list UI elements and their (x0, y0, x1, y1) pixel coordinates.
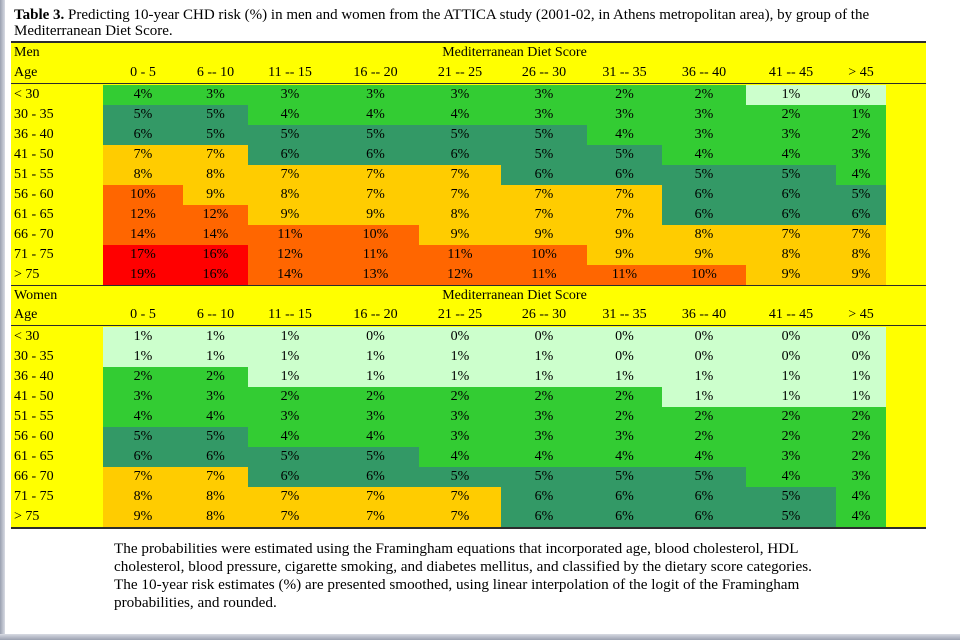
risk-cell: 2% (419, 387, 501, 407)
risk-cell: 2% (248, 387, 332, 407)
score-group-header: > 45 (848, 65, 874, 80)
risk-cell: 1% (103, 327, 183, 347)
risk-cell: 8% (836, 245, 886, 265)
risk-cell: 5% (419, 467, 501, 487)
risk-cell: 12% (183, 205, 248, 225)
risk-cell: 9% (746, 265, 836, 285)
risk-cell: 0% (836, 347, 886, 367)
risk-cell: 7% (419, 507, 501, 527)
score-group-header: 11 -- 15 (268, 307, 312, 322)
risk-cell: 4% (836, 165, 886, 185)
risk-cell: 8% (248, 185, 332, 205)
table-row (11, 245, 926, 265)
table-row (11, 427, 926, 447)
risk-cell: 2% (501, 387, 587, 407)
risk-cell: 7% (248, 165, 332, 185)
risk-cell: 3% (836, 467, 886, 487)
risk-cell: 3% (587, 427, 662, 447)
risk-cell: 7% (746, 225, 836, 245)
age-group-label: 66 - 70 (14, 469, 54, 484)
risk-cell: 7% (183, 467, 248, 487)
table-caption (14, 7, 914, 39)
score-group-header: 6 -- 10 (196, 65, 235, 80)
risk-cell: 6% (662, 205, 746, 225)
risk-cell: 6% (662, 507, 746, 527)
risk-cell: 9% (183, 185, 248, 205)
risk-cell: 16% (183, 265, 248, 285)
risk-cell: 14% (183, 225, 248, 245)
age-group-label: < 30 (14, 329, 40, 344)
risk-cell: 19% (103, 265, 183, 285)
risk-cell: 9% (662, 245, 746, 265)
risk-cell: 3% (332, 85, 419, 105)
risk-cell: 0% (419, 327, 501, 347)
table-row (11, 387, 926, 407)
risk-cell: 7% (587, 185, 662, 205)
age-group-label: 56 - 60 (14, 429, 54, 444)
risk-cell: 7% (332, 165, 419, 185)
risk-cell: 5% (587, 467, 662, 487)
risk-cell: 1% (183, 347, 248, 367)
risk-cell: 3% (419, 85, 501, 105)
column-header-row (11, 305, 926, 326)
risk-cell: 1% (248, 347, 332, 367)
risk-cell: 0% (501, 327, 587, 347)
risk-cell: 1% (501, 367, 587, 387)
risk-cell: 5% (746, 507, 836, 527)
age-group-label: 61 - 65 (14, 449, 54, 464)
risk-cell: 5% (746, 165, 836, 185)
age-header: Age (14, 65, 38, 80)
risk-cell: 3% (662, 125, 746, 145)
risk-cell: 3% (183, 85, 248, 105)
risk-cell: 5% (103, 427, 183, 447)
risk-cell: 4% (183, 407, 248, 427)
risk-cell: 6% (419, 145, 501, 165)
risk-cell: 6% (746, 185, 836, 205)
risk-cell: 9% (332, 205, 419, 225)
risk-cell: 3% (836, 145, 886, 165)
age-group-label: > 75 (14, 267, 40, 282)
score-group-header: > 45 (848, 307, 874, 322)
risk-cell: 6% (836, 205, 886, 225)
score-header: Mediterranean Diet Score (442, 288, 587, 303)
risk-cell: 10% (103, 185, 183, 205)
risk-cell: 11% (248, 225, 332, 245)
score-group-header: 26 -- 30 (521, 65, 567, 80)
section-name: Men (14, 45, 40, 60)
risk-cell: 4% (587, 447, 662, 467)
risk-cell: 7% (248, 487, 332, 507)
score-group-header: 16 -- 20 (353, 65, 398, 80)
risk-cell: 9% (248, 205, 332, 225)
risk-cell: 7% (419, 185, 501, 205)
risk-cell: 1% (662, 367, 746, 387)
risk-cell: 2% (587, 407, 662, 427)
score-group-header: 31 -- 35 (602, 307, 647, 322)
risk-cell: 0% (746, 327, 836, 347)
risk-cell: 4% (248, 427, 332, 447)
risk-cell: 4% (248, 105, 332, 125)
risk-cell: 2% (332, 387, 419, 407)
risk-cell: 9% (103, 507, 183, 527)
risk-cell: 6% (103, 447, 183, 467)
risk-cell: 2% (836, 447, 886, 467)
age-group-label: 71 - 75 (14, 489, 54, 504)
risk-cell: 4% (836, 507, 886, 527)
risk-cell: 1% (103, 347, 183, 367)
risk-cell: 8% (419, 205, 501, 225)
risk-cell: 5% (332, 447, 419, 467)
risk-cell: 7% (332, 487, 419, 507)
risk-cell: 7% (103, 467, 183, 487)
risk-cell: 2% (587, 85, 662, 105)
risk-cell: 1% (746, 85, 836, 105)
table-row (11, 105, 926, 125)
risk-cell: 1% (746, 367, 836, 387)
risk-cell: 5% (501, 145, 587, 165)
risk-cell: 3% (501, 427, 587, 447)
risk-cell: 2% (103, 367, 183, 387)
risk-cell: 3% (501, 407, 587, 427)
table-row (11, 407, 926, 427)
risk-cell: 9% (587, 245, 662, 265)
score-group-header: 36 -- 40 (681, 307, 727, 322)
risk-cell: 6% (248, 467, 332, 487)
age-group-label: 56 - 60 (14, 187, 54, 202)
risk-cell: 3% (183, 387, 248, 407)
risk-cell: 1% (836, 105, 886, 125)
section-name: Women (14, 288, 58, 303)
risk-cell: 3% (248, 407, 332, 427)
risk-cell: 8% (103, 165, 183, 185)
risk-cell: 8% (183, 165, 248, 185)
risk-cell: 11% (587, 265, 662, 285)
score-group-header: 21 -- 25 (437, 307, 483, 322)
risk-cell: 1% (332, 347, 419, 367)
risk-cell: 1% (248, 367, 332, 387)
risk-cell: 7% (836, 225, 886, 245)
risk-cell: 1% (419, 367, 501, 387)
age-group-label: 36 - 40 (14, 127, 54, 142)
risk-cell: 7% (183, 145, 248, 165)
risk-cell: 6% (587, 165, 662, 185)
table-row (11, 487, 926, 507)
risk-cell: 3% (248, 85, 332, 105)
risk-cell: 2% (183, 367, 248, 387)
table-row (11, 367, 926, 387)
risk-cell: 5% (746, 487, 836, 507)
table-row (11, 507, 926, 527)
age-group-label: 41 - 50 (14, 147, 54, 162)
score-group-header: 0 - 5 (130, 307, 156, 322)
risk-cell: 2% (836, 125, 886, 145)
table-row (11, 467, 926, 487)
age-group-label: 41 - 50 (14, 389, 54, 404)
age-group-label: > 75 (14, 509, 40, 524)
age-group-label: 51 - 55 (14, 409, 54, 424)
risk-cell: 4% (501, 447, 587, 467)
risk-cell: 1% (587, 367, 662, 387)
score-group-header: 6 -- 10 (196, 307, 235, 322)
age-group-label: 36 - 40 (14, 369, 54, 384)
risk-cell: 5% (662, 467, 746, 487)
risk-cell: 2% (746, 407, 836, 427)
table-row (11, 125, 926, 145)
score-header: Mediterranean Diet Score (442, 45, 587, 60)
risk-cell: 5% (183, 125, 248, 145)
risk-cell: 1% (746, 387, 836, 407)
risk-cell: 5% (183, 427, 248, 447)
risk-cell: 4% (662, 145, 746, 165)
table-row (11, 327, 926, 347)
table-footnote: The probabilities were estimated using the Framingham equations that incorporated age, blood cholesterol, HDL cholesterol, blood pressure, cigarette smoking, and diabetes mellitus, and classified by the dietary score categories. The 10-year risk estimates (%) are presented smoothed, using linear interpolation of the logit of the Framingham probabilities, and rounded. (114, 540, 812, 611)
score-group-header: 41 -- 45 (768, 307, 814, 322)
risk-cell: 14% (103, 225, 183, 245)
risk-cell: 3% (419, 407, 501, 427)
risk-cell: 2% (587, 387, 662, 407)
risk-cell: 1% (419, 347, 501, 367)
risk-cell: 3% (501, 105, 587, 125)
table-row (11, 205, 926, 225)
slide-frame-left (0, 0, 5, 640)
risk-cell: 10% (501, 245, 587, 265)
risk-cell: 6% (248, 145, 332, 165)
risk-cell: 4% (662, 447, 746, 467)
risk-cell: 3% (501, 85, 587, 105)
risk-cell: 3% (103, 387, 183, 407)
risk-cell: 9% (836, 265, 886, 285)
risk-cell: 4% (419, 105, 501, 125)
risk-table (11, 41, 926, 529)
risk-cell: 7% (332, 185, 419, 205)
risk-cell: 3% (746, 447, 836, 467)
age-group-label: 71 - 75 (14, 247, 54, 262)
risk-cell: 2% (746, 105, 836, 125)
risk-cell: 11% (332, 245, 419, 265)
risk-cell: 6% (332, 145, 419, 165)
risk-cell: 3% (587, 105, 662, 125)
risk-cell: 13% (332, 265, 419, 285)
risk-cell: 7% (587, 205, 662, 225)
risk-cell: 3% (332, 407, 419, 427)
table-row (11, 225, 926, 245)
risk-cell: 6% (587, 487, 662, 507)
risk-cell: 5% (501, 125, 587, 145)
table-row (11, 265, 926, 285)
score-group-header: 21 -- 25 (437, 65, 483, 80)
risk-cell: 10% (332, 225, 419, 245)
column-header-row (11, 63, 926, 84)
score-group-header: 41 -- 45 (768, 65, 814, 80)
age-group-label: 30 - 35 (14, 349, 54, 364)
score-group-header: 36 -- 40 (681, 65, 727, 80)
table-row (11, 185, 926, 205)
risk-cell: 8% (662, 225, 746, 245)
risk-cell: 5% (501, 467, 587, 487)
risk-cell: 6% (662, 487, 746, 507)
table-row (11, 447, 926, 467)
risk-cell: 4% (746, 145, 836, 165)
risk-cell: 0% (662, 327, 746, 347)
risk-cell: 8% (183, 487, 248, 507)
risk-cell: 6% (501, 487, 587, 507)
risk-cell: 3% (419, 427, 501, 447)
risk-cell: 10% (662, 265, 746, 285)
table-row (11, 85, 926, 105)
risk-cell: 4% (587, 125, 662, 145)
risk-cell: 4% (103, 407, 183, 427)
age-header: Age (14, 307, 38, 322)
risk-cell: 1% (501, 347, 587, 367)
risk-cell: 4% (836, 487, 886, 507)
risk-cell: 0% (836, 327, 886, 347)
table-row (11, 145, 926, 165)
risk-cell: 7% (103, 145, 183, 165)
score-group-header: 11 -- 15 (268, 65, 312, 80)
risk-cell: 8% (746, 245, 836, 265)
risk-cell: 11% (419, 245, 501, 265)
risk-cell: 0% (587, 347, 662, 367)
risk-cell: 7% (332, 507, 419, 527)
risk-cell: 5% (248, 125, 332, 145)
risk-cell: 0% (332, 327, 419, 347)
risk-cell: 3% (662, 105, 746, 125)
risk-cell: 8% (103, 487, 183, 507)
score-group-header: 31 -- 35 (602, 65, 647, 80)
risk-cell: 7% (501, 185, 587, 205)
risk-cell: 0% (746, 347, 836, 367)
risk-cell: 0% (587, 327, 662, 347)
risk-cell: 7% (501, 205, 587, 225)
risk-cell: 7% (419, 165, 501, 185)
age-group-label: 30 - 35 (14, 107, 54, 122)
age-group-label: 51 - 55 (14, 167, 54, 182)
risk-cell: 16% (183, 245, 248, 265)
risk-cell: 11% (501, 265, 587, 285)
risk-cell: 8% (183, 507, 248, 527)
age-group-label: 66 - 70 (14, 227, 54, 242)
risk-cell: 2% (836, 427, 886, 447)
risk-cell: 0% (836, 85, 886, 105)
score-group-header: 16 -- 20 (353, 307, 398, 322)
risk-cell: 4% (332, 105, 419, 125)
risk-cell: 6% (332, 467, 419, 487)
risk-cell: 17% (103, 245, 183, 265)
table-caption-text: Predicting 10-year CHD risk (%) in men and women from the ATTICA study (2001-02, in Athens metropolitan area), by group of the Mediterranean Diet Score. (14, 7, 870, 39)
risk-cell: 6% (183, 447, 248, 467)
risk-cell: 4% (419, 447, 501, 467)
risk-cell: 2% (662, 407, 746, 427)
risk-cell: 12% (248, 245, 332, 265)
risk-cell: 4% (103, 85, 183, 105)
risk-cell: 3% (746, 125, 836, 145)
risk-cell: 5% (587, 145, 662, 165)
risk-cell: 9% (419, 225, 501, 245)
risk-cell: 5% (332, 125, 419, 145)
slide-frame-bottom (0, 634, 960, 640)
risk-cell: 12% (103, 205, 183, 225)
risk-cell: 5% (248, 447, 332, 467)
risk-cell: 7% (248, 507, 332, 527)
table-row (11, 165, 926, 185)
risk-cell: 2% (662, 85, 746, 105)
risk-cell: 6% (103, 125, 183, 145)
risk-cell: 6% (662, 185, 746, 205)
risk-cell: 1% (248, 327, 332, 347)
risk-cell: 5% (662, 165, 746, 185)
risk-cell: 6% (501, 165, 587, 185)
risk-cell: 5% (419, 125, 501, 145)
risk-cell: 4% (332, 427, 419, 447)
risk-cell: 0% (662, 347, 746, 367)
risk-cell: 1% (183, 327, 248, 347)
risk-cell: 1% (332, 367, 419, 387)
risk-cell: 5% (183, 105, 248, 125)
section-header-row (11, 43, 926, 63)
risk-cell: 2% (746, 427, 836, 447)
section-header-row (11, 285, 926, 306)
risk-cell: 1% (836, 387, 886, 407)
risk-cell: 6% (501, 507, 587, 527)
table-row (11, 347, 926, 367)
risk-cell: 12% (419, 265, 501, 285)
risk-cell: 1% (662, 387, 746, 407)
risk-cell: 6% (587, 507, 662, 527)
risk-cell: 9% (587, 225, 662, 245)
risk-cell: 2% (662, 427, 746, 447)
score-group-header: 0 - 5 (130, 65, 156, 80)
risk-cell: 7% (419, 487, 501, 507)
risk-cell: 6% (746, 205, 836, 225)
score-group-header: 26 -- 30 (521, 307, 567, 322)
risk-cell: 5% (836, 185, 886, 205)
risk-cell: 2% (836, 407, 886, 427)
risk-cell: 14% (248, 265, 332, 285)
risk-cell: 9% (501, 225, 587, 245)
risk-cell: 4% (746, 467, 836, 487)
table-caption-label: Table 3. (14, 7, 65, 23)
risk-cell: 1% (836, 367, 886, 387)
age-group-label: 61 - 65 (14, 207, 54, 222)
age-group-label: < 30 (14, 87, 40, 102)
risk-cell: 5% (103, 105, 183, 125)
